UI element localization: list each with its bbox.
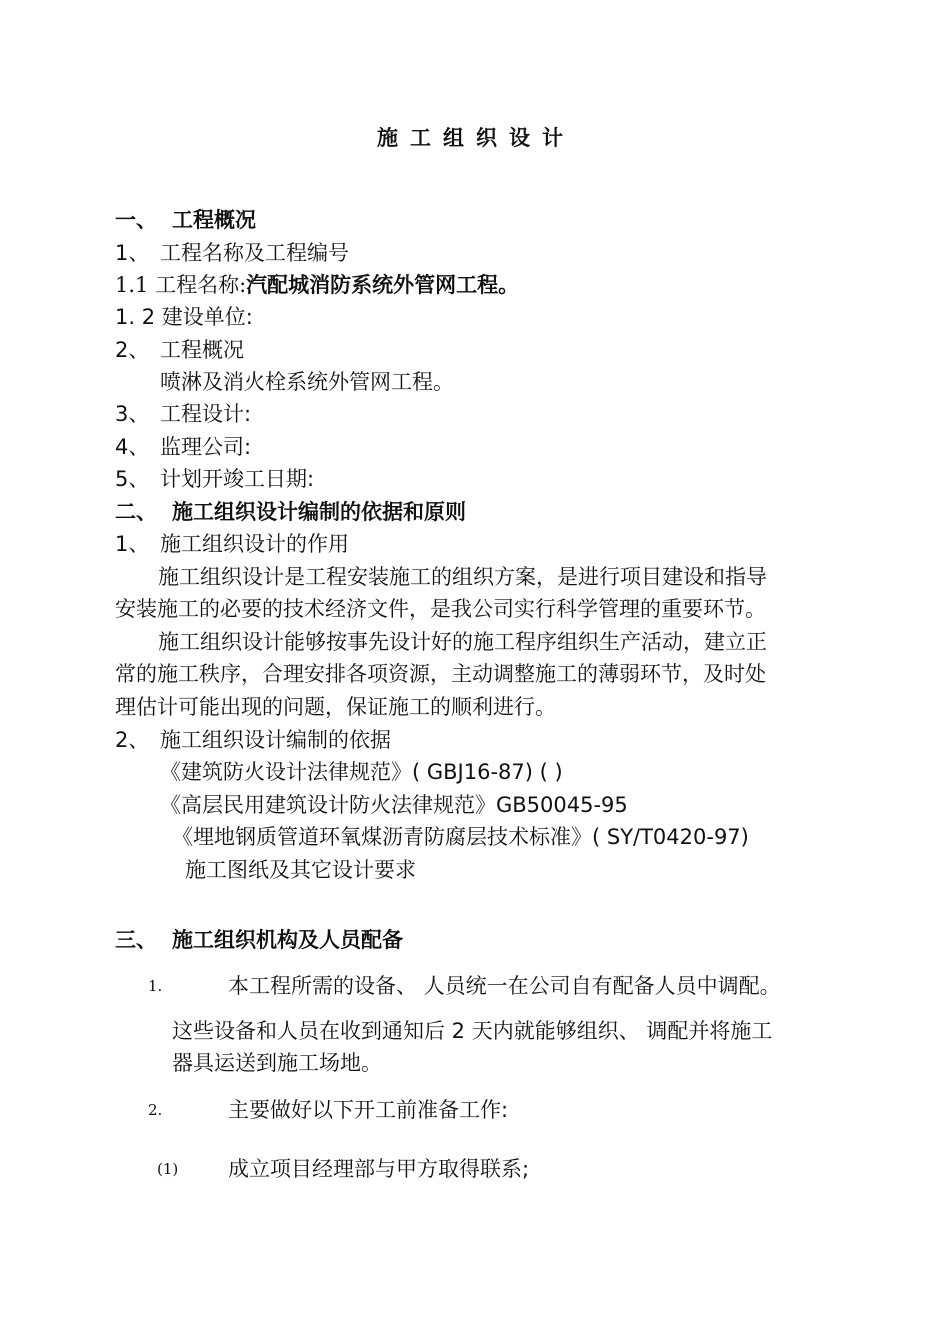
s2-item2-text: 施工组织设计编制的依据 [160,728,391,752]
s2-item1-text: 施工组织设计的作用 [160,532,349,556]
s1-item1-number: 1、 [115,241,150,265]
paragraph-2-line-1: 施工组织设计能够按事先设计好的施工程序组织生产活动，建立正 [158,630,767,654]
s1-item5-number: 5、 [115,467,150,491]
section-1-heading: 工程概况 [172,208,256,232]
paragraph-2-line-3: 理估计可能出现的问题，保证施工的顺利进行。 [115,695,556,719]
s1-item5-text: 计划开竣工日期: [160,467,315,491]
s1-item4-number: 4、 [115,435,150,459]
s1-item4-text: 监理公司: [160,435,252,459]
basis-item-4: 施工图纸及其它设计要求 [185,858,416,882]
s1-item3-number: 3、 [115,402,150,426]
s3-item1-line-1: 本工程所需的设备、 人员统一在公司自有配备人员中调配。 [228,974,781,998]
s1-item1-text: 工程名称及工程编号 [160,241,349,265]
s1-item3-text: 工程设计: [160,402,252,426]
s1-item2-number: 2、 [115,338,150,362]
s3-sub1-number: (1) [157,1160,179,1178]
s1-item2-text: 工程概况 [160,338,244,362]
s3-item1-line-2: 这些设备和人员在收到通知后 2 天内就能够组织、 调配并将施工 [172,1019,773,1043]
s3-item1-number: 1. [148,977,163,995]
s2-item1-number: 1、 [115,532,150,556]
basis-item-2: 《高层民用建筑设计防火法律规范》GB50045-95 [160,793,628,817]
project-name-value: 汽配城消防系统外管网工程。 [246,273,520,297]
overview-text: 喷淋及消火栓系统外管网工程。 [160,370,454,394]
project-name-label: 1.1 工程名称: [115,273,247,297]
project-name-line [115,272,519,298]
basis-item-3: 《埋地钢质管道环氧煤沥青防腐层技术标准》( SY/T0420-97) [172,825,749,849]
basis-item-1: 《建筑防火设计法律规范》( GBJ16-87) ( ) [160,760,563,784]
section-2-number: 二、 [115,500,157,524]
section-2-heading: 施工组织设计编制的依据和原则 [172,500,466,524]
s3-item1-line-3: 器具运送到施工场地。 [172,1051,382,1075]
s2-item2-number: 2、 [115,728,150,752]
section-3-heading: 施工组织机构及人员配备 [172,928,403,952]
section-3-number: 三、 [115,928,157,952]
s3-sub1-text: 成立项目经理部与甲方取得联系; [228,1157,530,1181]
paragraph-2-line-2: 常的施工秩序，合理安排各项资源，主动调整施工的薄弱环节，及时处 [115,662,766,686]
construction-unit-line: 1. 2 建设单位: [115,305,253,329]
document-title: 施工组织设计 [377,126,575,150]
paragraph-1-line-1: 施工组织设计是工程安装施工的组织方案，是进行项目建设和指导 [158,565,767,589]
s3-item2-number: 2. [148,1101,163,1119]
paragraph-1-line-2: 安装施工的必要的技术经济文件，是我公司实行科学管理的重要环节。 [115,597,766,621]
section-1-number: 一、 [115,208,157,232]
s3-item2-text: 主要做好以下开工前准备工作: [228,1098,509,1122]
